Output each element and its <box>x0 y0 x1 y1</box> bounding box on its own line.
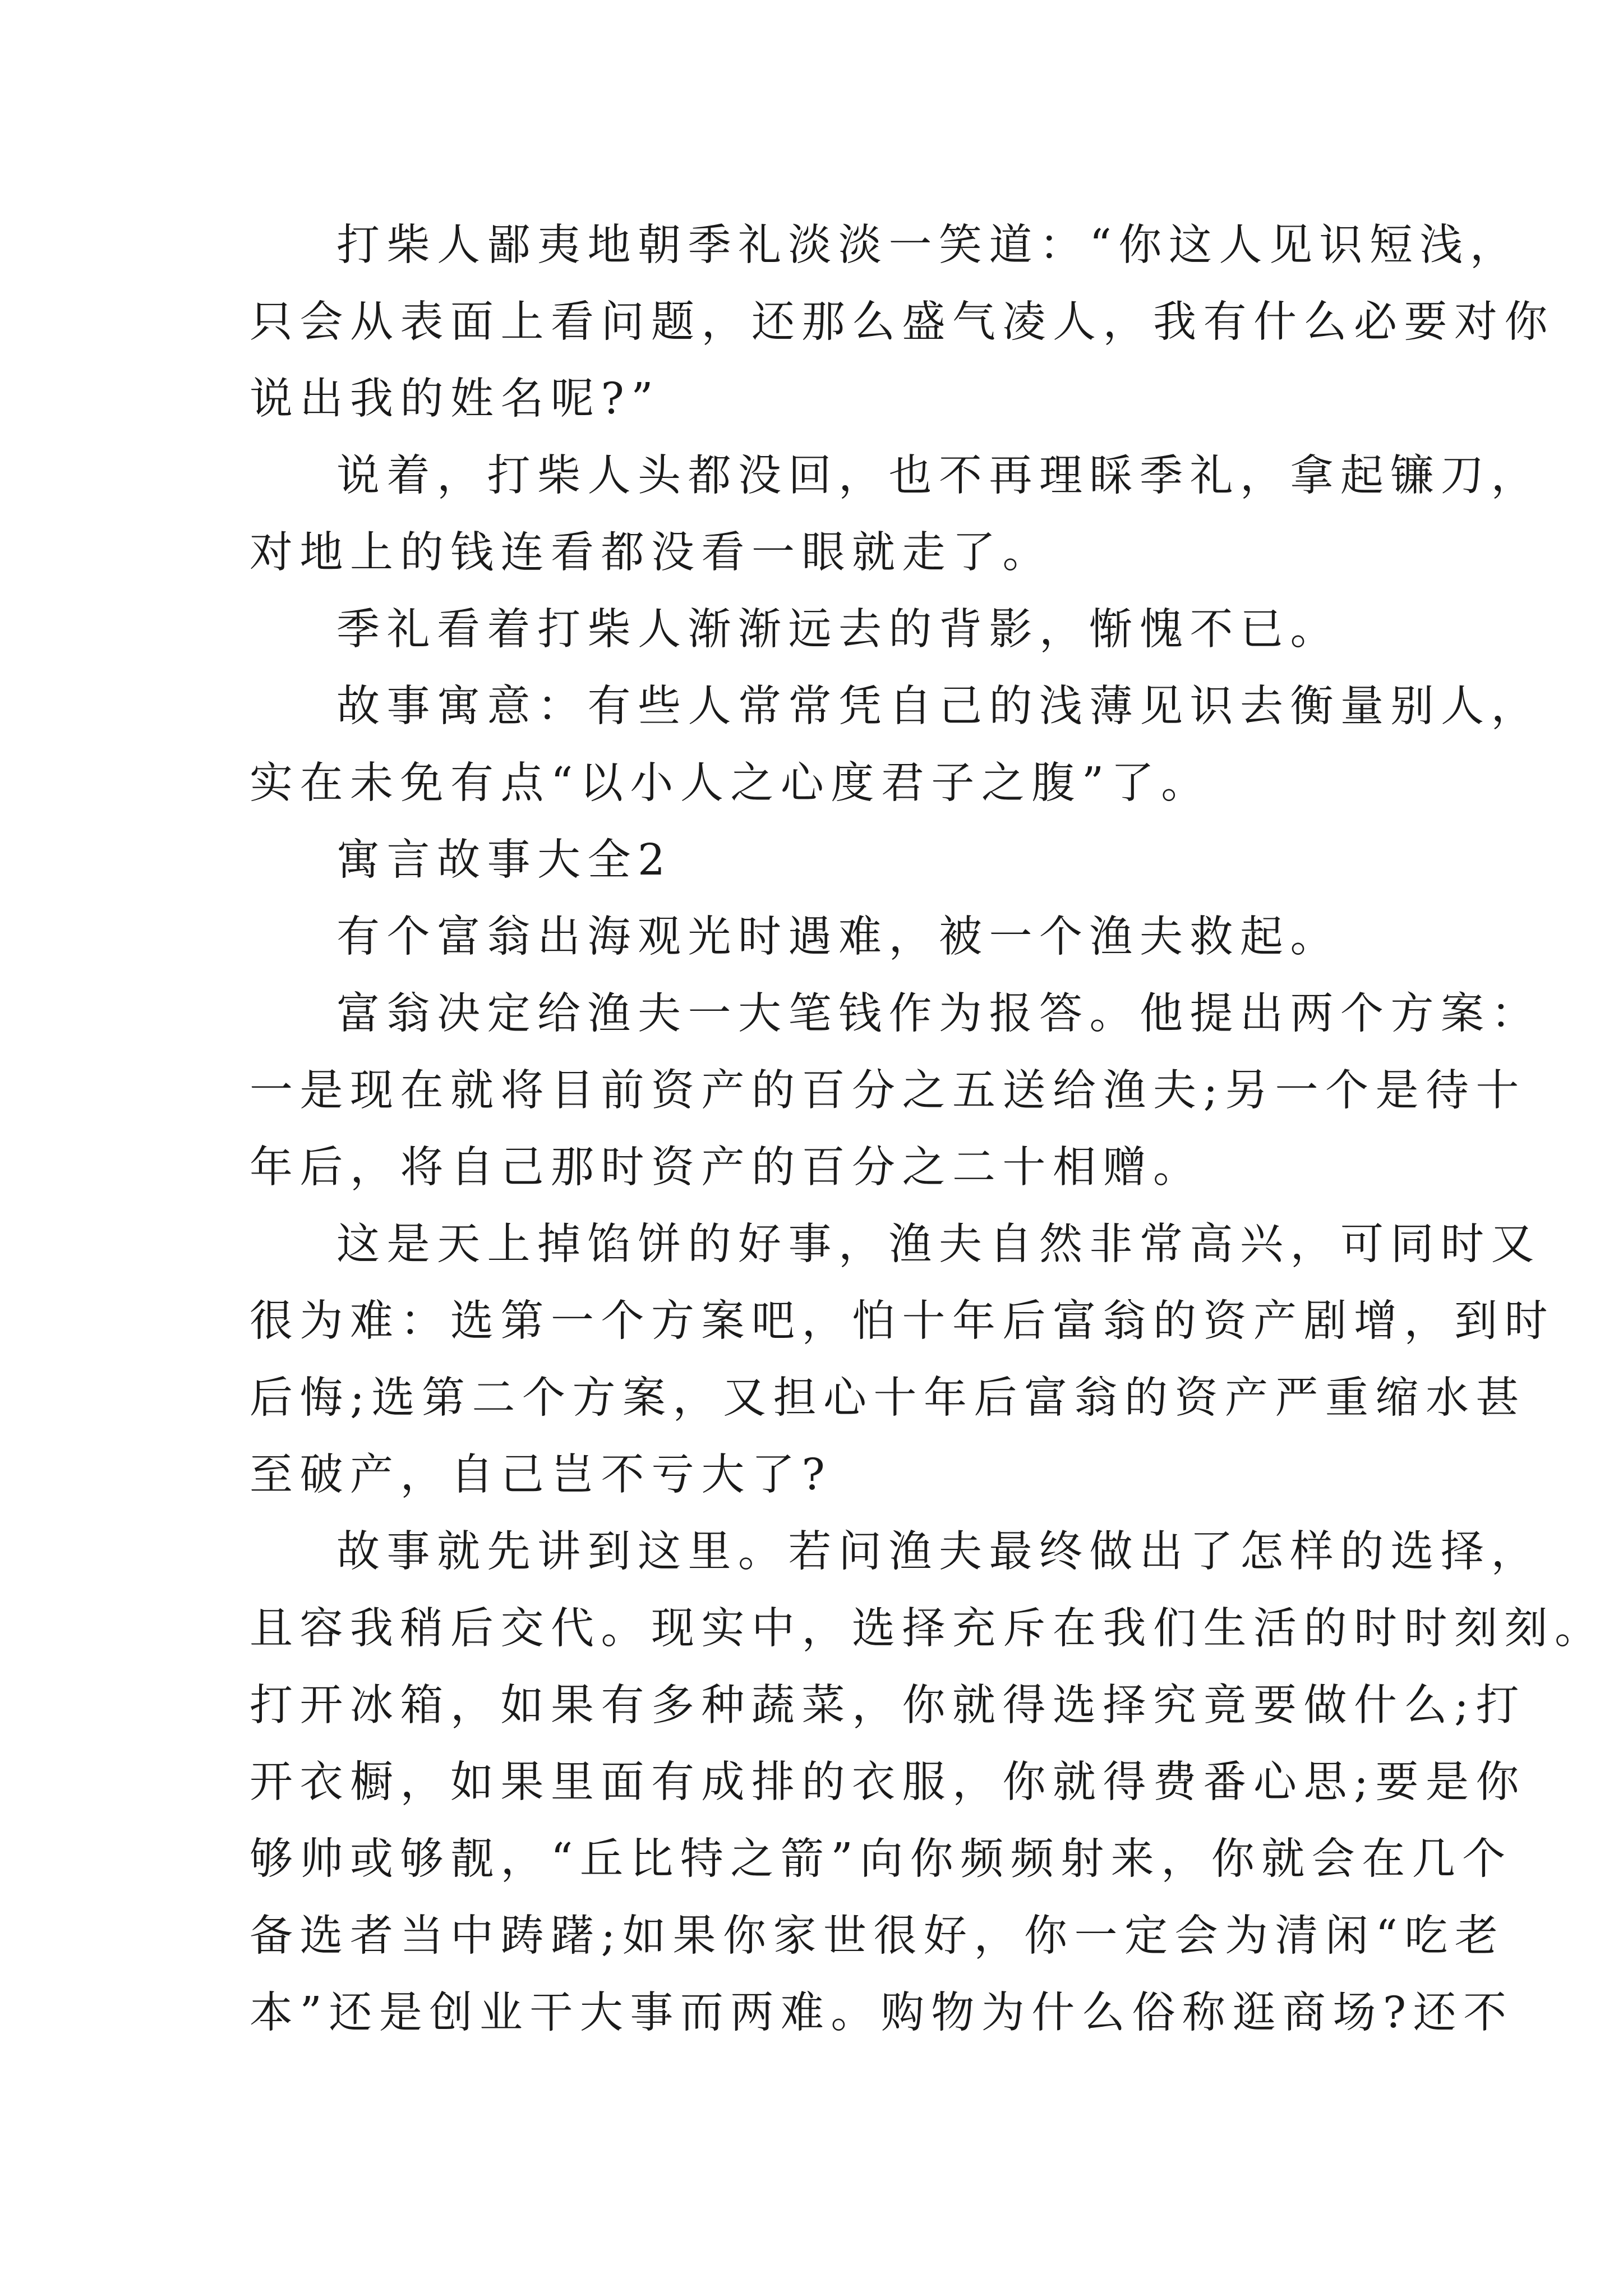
text-line: 季礼看着打柴人渐渐远去的背影，惭愧不已。 <box>336 605 1340 655</box>
text-line: 说着，打柴人头都没回，也不再理睬季礼，拿起镰刀， <box>336 451 1541 501</box>
text-line: 很为难：选第一个方案吧，怕十年后富翁的资产剧增，到时 <box>250 1296 1555 1346</box>
section-heading: 寓言故事大全2 <box>336 835 672 885</box>
text-line: 至破产，自己岂不亏大了? <box>250 1450 832 1500</box>
text-line: 故事寓意：有些人常常凭自己的浅薄见识去衡量别人， <box>336 682 1541 731</box>
text-line: 说出我的姓名呢?” <box>250 374 661 424</box>
text-line: 一是现在就将目前资产的百分之五送给渔夫;另一个是待十 <box>250 1066 1526 1116</box>
text-line: 只会从表面上看问题，还那么盛气凌人，我有什么必要对你 <box>250 297 1555 347</box>
text-line: 有个富翁出海观光时遇难，被一个渔夫救起。 <box>336 912 1340 962</box>
text-line: 这是天上掉馅饼的好事，渔夫自然非常高兴，可同时又 <box>336 1220 1541 1269</box>
text-line: 年后，将自己那时资产的百分之二十相赠。 <box>250 1143 1204 1193</box>
text-line: 富翁决定给渔夫一大笔钱作为报答。他提出两个方案： <box>336 989 1541 1039</box>
text-line: 对地上的钱连看都没看一眼就走了。 <box>250 528 1053 578</box>
text-line: 够帅或够靓，“丘比特之箭”向你频频射来，你就会在几个 <box>250 1834 1513 1884</box>
text-line: 本”还是创业干大事而两难。购物为什么俗称逛商场?还不 <box>250 1988 1514 2038</box>
text-line: 后悔;选第二个方案，又担心十年后富翁的资产严重缩水甚 <box>250 1373 1526 1423</box>
text-line: 故事就先讲到这里。若问渔夫最终做出了怎样的选择， <box>336 1527 1541 1577</box>
text-line: 备选者当中踌躇;如果你家世很好，你一定会为清闲“吃老 <box>250 1911 1505 1961</box>
text-line: 且容我稍后交代。现实中，选择充斥在我们生活的时时刻刻。 <box>250 1604 1605 1654</box>
text-line: 打开冰箱，如果有多种蔬菜，你就得选择究竟要做什么;打 <box>250 1681 1526 1731</box>
text-line: 实在未免有点“以小人之心度君子之腹”了。 <box>250 758 1211 808</box>
text-line: 打柴人鄙夷地朝季礼淡淡一笑道：“你这人见识短浅， <box>336 220 1520 270</box>
text-line: 开衣橱，如果里面有成排的衣服，你就得费番心思;要是你 <box>250 1757 1526 1807</box>
